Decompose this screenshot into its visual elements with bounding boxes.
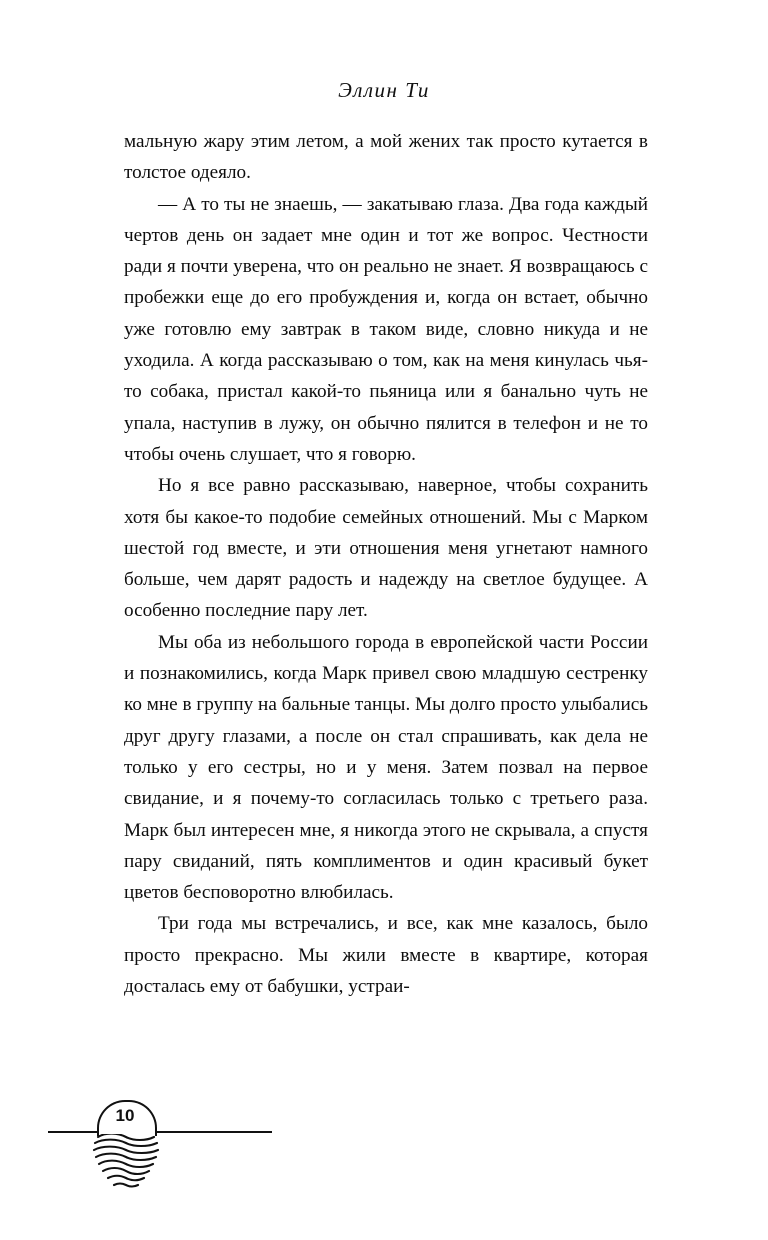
- paragraph: Но я все равно рассказываю, наверное, чтобы сохранить хотя бы какое-то подобие семейных отношений. Мы с Марком шестой год вместе, и эти отношения меня угнетают намного больше, чем дарят радость и надежду на светлое будущее. А особенно последние пару лет.: [124, 475, 648, 622]
- running-head-author: Эллин Ти: [338, 78, 430, 102]
- paragraph: — А то ты не знаешь, — закатываю глаза. Два года каждый чертов день он задает мне один и тот же вопрос. Честности ради я почти уверена, что он реально не знает. Я возвращаюсь с пробежки еще до его пробуждения и, когда он встает, обычно уже готовлю ему завтрак в таком виде, словно никуда и не уходила. А когда рассказываю о том, как на меня кинулась чья-то собака, пристал какой-то пьяница или я банально чуть не упала, наступив в лужу, он обычно пялится в телефон и не то чтобы очень слушает, что я говорю.: [124, 193, 648, 465]
- body-text-column: [124, 126, 648, 1002]
- paragraph: Мы оба из небольшого города в европейской части России и познакомились, когда Марк привел свою младшую сестренку ко мне в группу на бальные танцы. Мы долго просто улыбались друг другу глазами, а после он стал спрашивать, как дела не только у его сестры, но и у меня. Затем позвал на первое свидание, и я почему-то согласилась только с третьего раза. Марк был интересен мне, я никогда этого не скрывала, а спустя пару свиданий, пять комплиментов и один красивый букет цветов бесповоротно влюбилась.: [124, 631, 648, 904]
- paragraph: Три года мы встречались, и все, как мне казалось, было просто прекрасно. Мы жили вместе в квартире, которая досталась ему от бабушки, устраи-: [124, 913, 648, 998]
- decorative-flourish-icon: [88, 1134, 164, 1192]
- footer-rule: [48, 1131, 272, 1133]
- page-number: 10: [115, 1106, 135, 1125]
- page-footer: [0, 1090, 768, 1200]
- paragraph: мальную жару этим летом, а мой жених так просто кутается в толстое одеяло.: [124, 131, 648, 184]
